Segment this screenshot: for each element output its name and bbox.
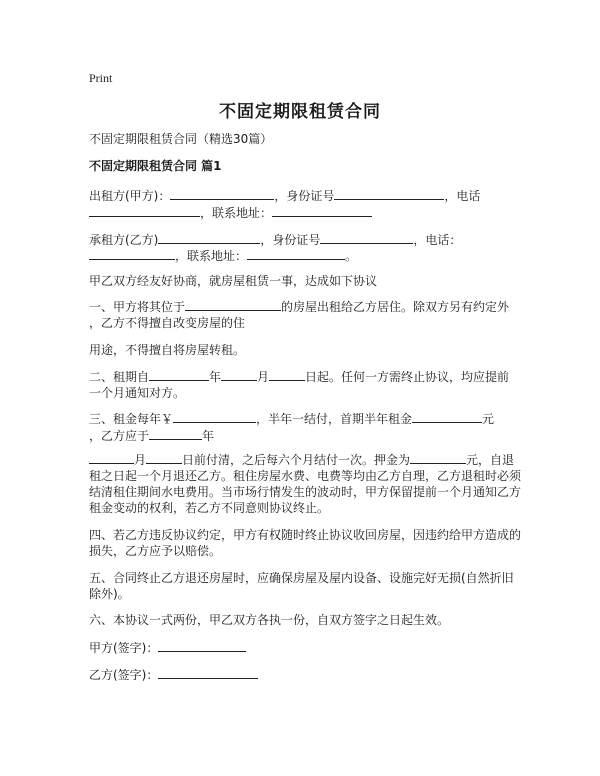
clause2-month-blank bbox=[221, 368, 257, 381]
lessor-line-2 bbox=[89, 204, 372, 221]
clause2-day-blank bbox=[269, 368, 305, 381]
clause2-text-a: 二、租期自 bbox=[89, 370, 150, 384]
lessee-name-blank bbox=[158, 231, 260, 244]
signature-party-a bbox=[89, 639, 246, 656]
lessee-address-blank bbox=[247, 247, 345, 260]
clause1-line-3: 用途，不得擅自将房屋转租。 bbox=[89, 343, 246, 357]
clause3-year: 年 bbox=[202, 429, 215, 443]
clause3-first-rent-blank bbox=[412, 410, 482, 423]
lessor-line-1 bbox=[89, 187, 480, 204]
clause3-year-blank bbox=[149, 427, 202, 440]
clause3-line-5: 结清租住期间水电费用。当市场行情发生的波动时，甲方保留提前一个月通知乙方 bbox=[89, 485, 522, 499]
clause5-line-2: 除外)。 bbox=[89, 587, 130, 601]
clause1-line-2: ，乙方不得擅自改变房屋的住 bbox=[89, 316, 246, 330]
clause3-day-blank bbox=[146, 451, 182, 464]
lessee-line-1 bbox=[89, 231, 461, 248]
clause4-line-2: 损失，乙方应予以赔偿。 bbox=[89, 544, 222, 558]
clause3-deposit-blank bbox=[410, 451, 466, 464]
signature-party-a-blank bbox=[158, 639, 246, 652]
intro: 甲乙双方经友好协商，就房屋租赁一事，达成如下协议 bbox=[89, 274, 378, 288]
lessor-label: 出租方(甲方)： bbox=[89, 189, 171, 203]
clause3-text-c: ，乙方应于 bbox=[89, 429, 150, 443]
signature-party-b-label: 乙方(签字)： bbox=[89, 668, 159, 682]
signature-party-b-blank bbox=[158, 666, 258, 679]
clause3-line-4: 租之日起一个月退还乙方。租住房屋水费、电费等均由乙方自理，乙方退租时必须 bbox=[89, 469, 522, 483]
clause2-year: 年 bbox=[209, 370, 222, 384]
lessee-end: 。 bbox=[345, 249, 358, 263]
subtitle: 不固定期限租赁合同（精选30篇） bbox=[89, 132, 273, 146]
clause2-day: 日起。任何一方需终止协议，均应提前 bbox=[305, 370, 510, 384]
section-heading: 不固定期限租赁合同 篇1 bbox=[89, 159, 222, 173]
lessee-line-2 bbox=[89, 247, 357, 264]
clause3-yuan: 元 bbox=[482, 412, 495, 426]
clause1-location-blank bbox=[185, 298, 281, 311]
clause3-text-e: 元，自退 bbox=[466, 453, 515, 467]
clause3-text-a: 三、租金每年￥ bbox=[89, 412, 174, 426]
signature-party-a-label: 甲方(签字)： bbox=[89, 641, 159, 655]
lessee-phone-blank bbox=[89, 247, 175, 260]
clause3-rent-blank bbox=[173, 410, 256, 423]
lessee-label: 承租方(乙方) bbox=[89, 233, 159, 247]
clause2-month: 月 bbox=[257, 370, 270, 384]
page-title: 不固定期限租赁合同 bbox=[219, 102, 381, 122]
lessor-address-label: ，联系地址： bbox=[200, 206, 273, 220]
lessor-id-label: ，身份证号 bbox=[274, 189, 335, 203]
clause3-line-3 bbox=[89, 451, 514, 468]
lessor-phone-label: ，电话 bbox=[444, 189, 481, 203]
lessor-address-blank bbox=[272, 204, 372, 217]
lessor-name-blank bbox=[170, 187, 274, 200]
clause3-month: 月 bbox=[134, 453, 147, 467]
lessee-id-blank bbox=[320, 231, 413, 244]
clause1-text-a: 一、甲方将其位于 bbox=[89, 300, 186, 314]
clause3-line-2 bbox=[89, 427, 214, 444]
clause3-line-1 bbox=[89, 410, 494, 427]
clause6: 六、本协议一式两份，甲乙双方各执一份，自双方签字之日起生效。 bbox=[89, 613, 450, 627]
clause3-text-b: ，半年一结付，首期半年租金 bbox=[256, 412, 413, 426]
print-label: Print bbox=[89, 71, 113, 85]
clause2-year-blank bbox=[149, 368, 209, 381]
lessor-phone-blank bbox=[89, 204, 200, 217]
lessee-phone-label: ，电话： bbox=[413, 233, 462, 247]
clause3-text-d: 日前付清，之后每六个月结付一次。押金为 bbox=[182, 453, 411, 467]
clause5-line-1: 五、合同终止乙方退还房屋时，应确保房屋及屋内设备、设施完好无损(自然折旧 bbox=[89, 571, 514, 585]
clause3-line-6: 租金变动的权利，若乙方不同意则协议终止。 bbox=[89, 501, 330, 515]
lessee-id-label: ，身份证号 bbox=[260, 233, 321, 247]
clause2-line-2: 一个月通知对方。 bbox=[89, 386, 186, 400]
clause2-line-1 bbox=[89, 368, 509, 385]
signature-party-b bbox=[89, 666, 258, 683]
lessee-address-label: ，联系地址： bbox=[175, 249, 248, 263]
clause1-line-1 bbox=[89, 298, 509, 315]
clause4-line-1: 四、若乙方违反协议约定，甲方有权随时终止协议收回房屋，因违约给甲方造成的 bbox=[89, 528, 522, 542]
clause1-text-b: 的房屋出租给乙方居住。除双方另有约定外 bbox=[281, 300, 510, 314]
clause3-month-blank bbox=[89, 451, 134, 464]
lessor-id-blank bbox=[334, 187, 444, 200]
